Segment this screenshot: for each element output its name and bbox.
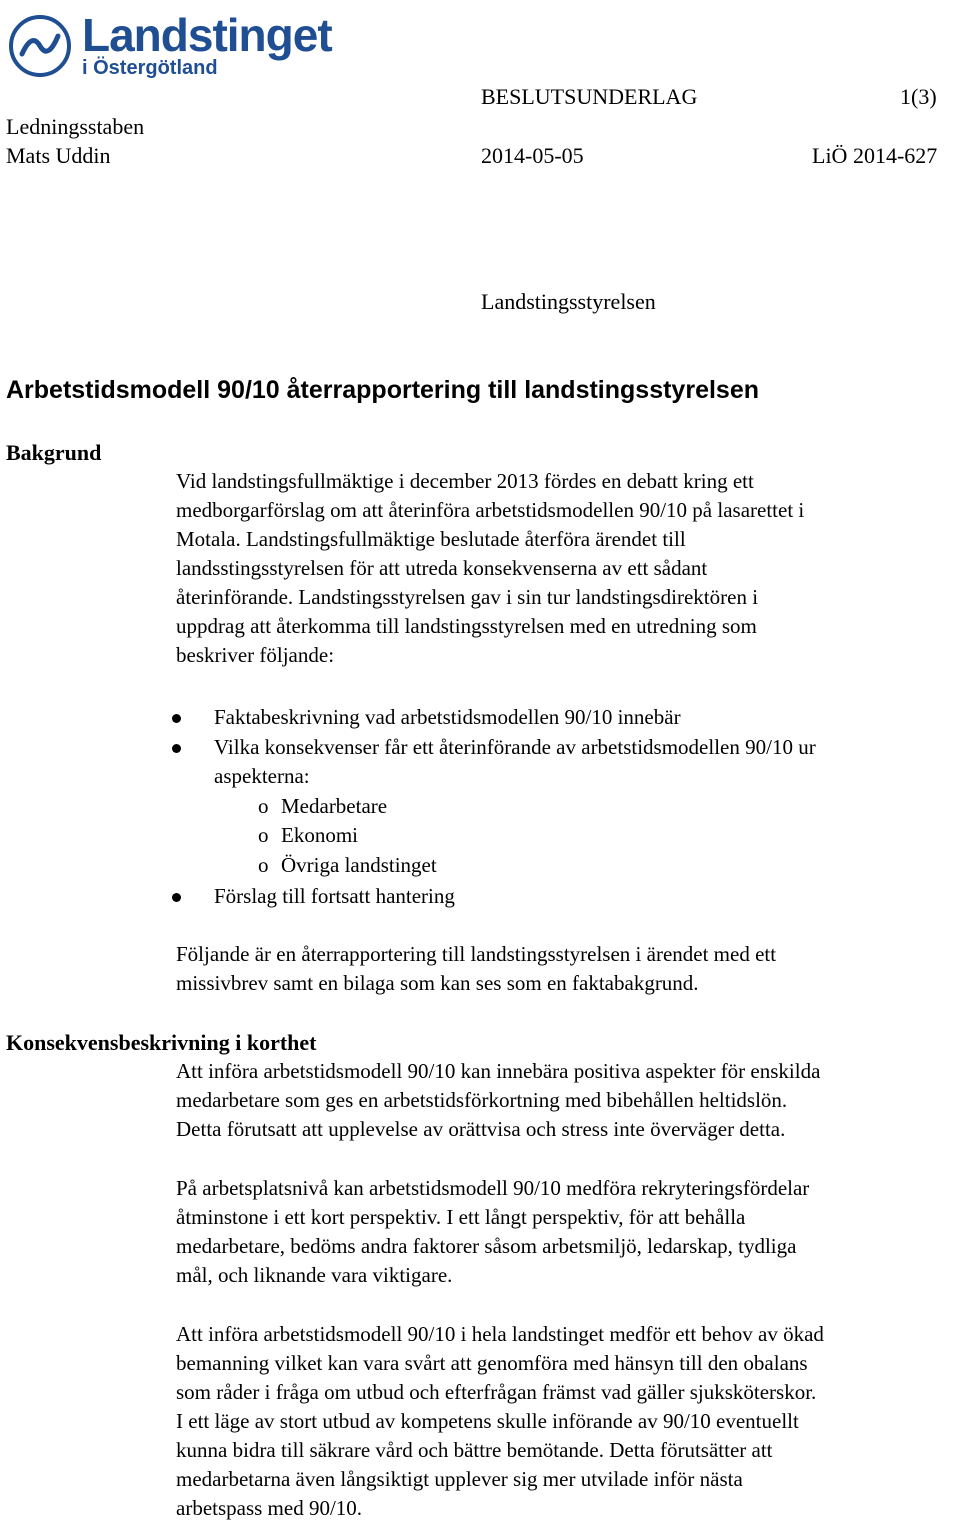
text-line: missivbrev samt en bilaga som kan ses som en faktabakgrund. [176,971,699,995]
section-heading-konsekvens: Konsekvensbeskrivning i korthet [6,1030,317,1055]
doc-reference: LiÖ 2014-627 [812,143,938,168]
konsekvens-paragraph-3 [176,1320,960,1523]
logo-sub: i Östergötland [82,57,218,79]
text-line: beskriver följande: [176,643,335,667]
text-line: I ett läge av stort utbud av kompetens skulle införande av 90/10 eventuellt [176,1409,799,1433]
text-line: Att införa arbetstidsmodell 90/10 kan innebära positiva aspekter för enskilda [176,1059,821,1083]
department: Ledningsstaben [6,114,145,139]
text-line: Detta förutsatt att upplevelse av orättvisa och stress inte överväger detta. [176,1117,786,1141]
text-line: landsstingsstyrelsen för att utreda konsekvenserna av ett sådant [176,556,708,580]
bullet-icon [172,744,181,753]
list-item: Vilka konsekvenser får ett återinförande av arbetstidsmodellen 90/10 ur [214,735,816,759]
text-line: Motala. Landstingsfullmäktige beslutade återföra ärendet till [176,527,686,551]
page-number: 1(3) [900,84,937,109]
list-item: Faktabeskrivning vad arbetstidsmodellen 90/10 innebär [214,705,681,729]
text-line: arbetspass med 90/10. [176,1496,363,1520]
konsekvens-paragraph-1 [176,1057,960,1144]
bullet-icon [172,714,181,723]
bullet-icon [172,893,181,902]
sub-bullet-icon: o [258,794,269,818]
text-line: återinförande. Landstingsstyrelsen gav i sin tur landstingsdirektören i [176,585,759,609]
sub-bullet-icon: o [258,823,269,847]
section-heading-bakgrund: Bakgrund [6,440,102,465]
text-line: Att införa arbetstidsmodell 90/10 i hela landstinget medför ett behov av ökad [176,1322,824,1346]
list-item: Förslag till fortsatt hantering [214,884,455,908]
text-line: medarbetare som ges en arbetstidsförkortning med bibehållen heltidslön. [176,1088,788,1112]
doc-date: 2014-05-05 [481,143,584,168]
sub-list-item: Ekonomi [281,823,358,847]
text-line: åtminstone i ett kort perspektiv. I ett långt perspektiv, för att behålla [176,1205,746,1229]
sub-bullet-icon: o [258,853,269,877]
konsekvens-paragraph-2 [176,1174,960,1290]
text-line: medarbetarna även långsiktigt upplever sig mer utvilade inför nästa [176,1467,743,1491]
bakgrund-paragraph [176,467,960,670]
logo-mark-icon [8,14,72,78]
text-line: Följande är en återrapportering till landstingsstyrelsen i ärendet med ett [176,942,777,966]
text-line: På arbetsplatsnivå kan arbetstidsmodell 90/10 medföra rekryteringsfördelar [176,1176,810,1200]
logo-name: Landstinget [82,9,332,61]
bakgrund-closing [176,940,960,998]
text-line: som råder i fråga om utbud och efterfrågan främst vad gäller sjuksköterskor. [176,1380,817,1404]
text-line: kunna bidra till säkrare vård och bättre bemötande. Detta förutsätter att [176,1438,773,1462]
text-line: Vid landstingsfullmäktige i december 2013 fördes en debatt kring ett [176,469,754,493]
recipient: Landstingsstyrelsen [481,289,656,314]
author: Mats Uddin [6,143,111,168]
text-line: medarbetare, bedöms andra faktorer såsom arbetsmiljö, ledarskap, tydliga [176,1234,797,1258]
list-item-continuation: aspekterna: [214,764,310,788]
doc-type: BESLUTSUNDERLAG [481,84,698,109]
text-line: medborgarförslag om att återinföra arbetstidsmodellen 90/10 på lasarettet i [176,498,805,522]
text-line: mål, och liknande vara viktigare. [176,1263,453,1287]
sub-list-item: Medarbetare [281,794,388,818]
text-line: uppdrag att återkomma till landstingsstyrelsen med en utredning som [176,614,757,638]
text-line: bemanning vilket kan vara svårt att genomföra med hänsyn till den obalans [176,1351,808,1375]
page-title: Arbetstidsmodell 90/10 återrapportering till landstingsstyrelsen [6,376,759,404]
sub-list-item: Övriga landstinget [281,853,437,877]
